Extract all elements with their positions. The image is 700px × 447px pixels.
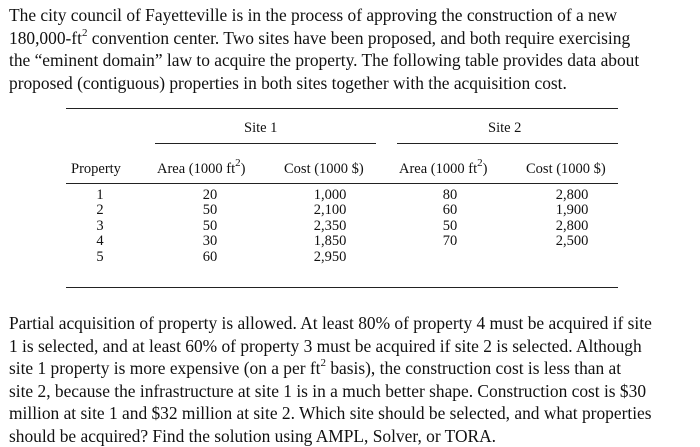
- column-header-property: Property: [71, 161, 121, 178]
- group-header-site1: Site 1: [244, 120, 277, 137]
- table-cell: 2,800: [547, 219, 597, 234]
- column-cost-site1: [305, 188, 355, 265]
- table-cell: 50: [190, 219, 230, 234]
- table-cell: 50: [430, 219, 470, 234]
- intro-paragraph: [9, 4, 689, 94]
- superscript: 2: [321, 357, 327, 369]
- closing-line: Partial acquisition of property is allowed. At least 80% of property 4 must be acquired if site: [9, 312, 693, 335]
- column-area-site2: [430, 188, 470, 250]
- closing-line: million at site 1 and $32 million at site 2. Which site should be selected, and what properties: [9, 402, 693, 425]
- column-property: [90, 188, 110, 265]
- table-cell: 3: [90, 219, 110, 234]
- group-header-site2: Site 2: [488, 120, 521, 137]
- column-area-site1: [190, 188, 230, 265]
- table-cell: 5: [90, 250, 110, 265]
- site2-underline: [397, 143, 618, 144]
- table-cell: 70: [430, 234, 470, 249]
- table-cell: 2,800: [547, 188, 597, 203]
- intro-line: the “eminent domain” law to acquire the property. The following table provides data about: [9, 49, 689, 72]
- table-cell: 50: [190, 203, 230, 218]
- text-run: convention center. Two sites have been proposed, and both require exercising: [87, 28, 630, 48]
- table-cell: 1: [90, 188, 110, 203]
- closing-paragraph: [9, 312, 693, 447]
- text-run: basis), the construction cost is less than at: [326, 358, 621, 378]
- intro-line: [9, 27, 689, 50]
- table-cell: 60: [190, 250, 230, 265]
- table-cell: 60: [430, 203, 470, 218]
- text-run: ): [241, 161, 246, 177]
- closing-line: should be acquired? Find the solution using AMPL, Solver, or TORA.: [9, 425, 693, 447]
- text-run: site 1 property is more expensive (on a per ft: [9, 358, 321, 378]
- column-cost-site2: [547, 188, 597, 250]
- text-run: ): [483, 161, 488, 177]
- table-cell: 2,350: [305, 219, 355, 234]
- top-rule: [66, 108, 618, 109]
- closing-line: site 2, because the infrastructure at site 1 is in a much better shape. Construction cost is $30: [9, 380, 693, 403]
- header-rule: [66, 183, 618, 184]
- text-run: 180,000-ft: [9, 28, 82, 48]
- property-table: [58, 104, 618, 294]
- table-cell: 1,900: [547, 203, 597, 218]
- table-cell: 2,500: [547, 234, 597, 249]
- text-run: Area (1000 ft: [157, 161, 235, 177]
- table-cell: 1,000: [305, 188, 355, 203]
- table-cell: 2,950: [305, 250, 355, 265]
- table-cell: 2,100: [305, 203, 355, 218]
- superscript: 2: [477, 157, 483, 169]
- table-cell: 80: [430, 188, 470, 203]
- closing-line: [9, 357, 693, 380]
- column-header-area-site2: [399, 161, 487, 178]
- column-header-area-site1: [157, 161, 245, 178]
- column-header-cost-site2: Cost (1000 $): [526, 161, 606, 178]
- superscript: 2: [235, 157, 241, 169]
- text-run: Area (1000 ft: [399, 161, 477, 177]
- table-cell: 2: [90, 203, 110, 218]
- table-cell: 1,850: [305, 234, 355, 249]
- table-cell: 4: [90, 234, 110, 249]
- intro-line: proposed (contiguous) properties in both sites together with the acquisition cost.: [9, 72, 689, 95]
- bottom-rule: [66, 287, 618, 288]
- table-cell: 30: [190, 234, 230, 249]
- table-cell: 20: [190, 188, 230, 203]
- column-header-cost-site1: Cost (1000 $): [284, 161, 364, 178]
- intro-line: The city council of Fayetteville is in the process of approving the construction of a new: [9, 4, 689, 27]
- site1-underline: [155, 143, 376, 144]
- closing-line: 1 is selected, and at least 60% of property 3 must be acquired if site 2 is selected. Although: [9, 335, 693, 358]
- superscript: 2: [82, 27, 88, 39]
